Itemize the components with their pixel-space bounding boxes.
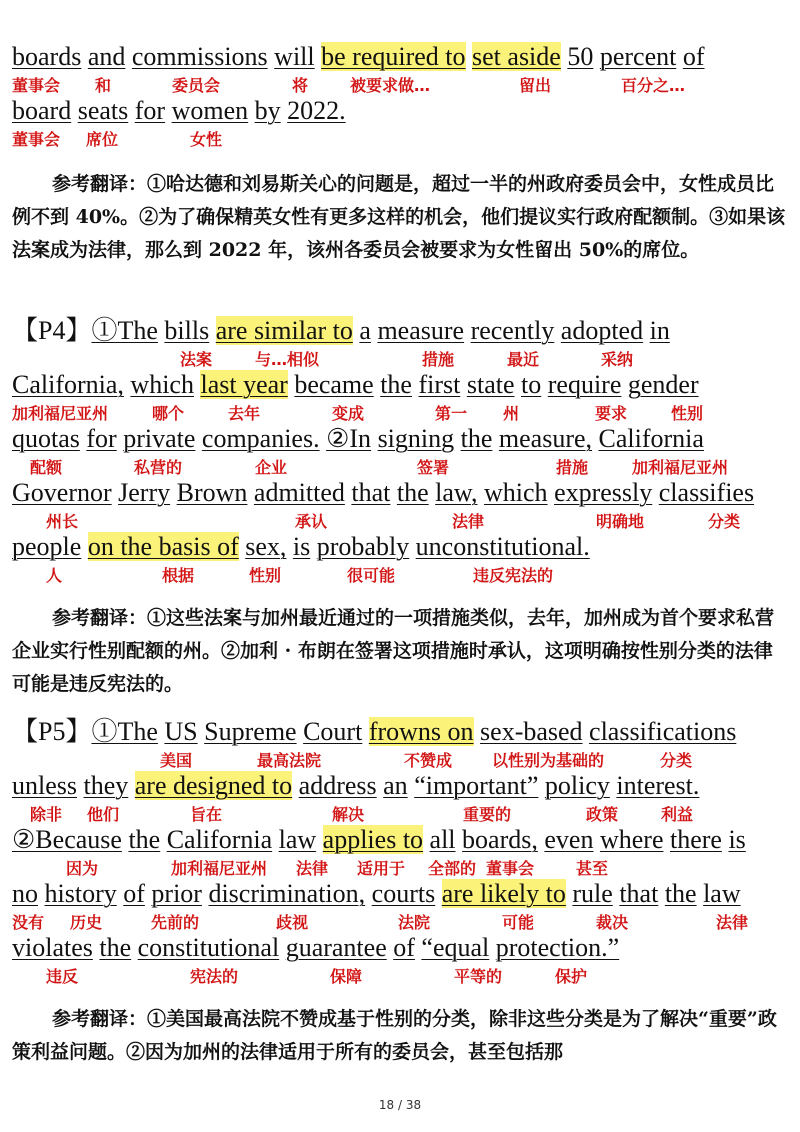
english-line	[12, 316, 792, 346]
gloss: 人	[46, 566, 63, 585]
word: rule	[572, 879, 613, 908]
word: and	[87, 42, 126, 71]
gloss: 宪法的	[190, 967, 239, 986]
gloss: 法案	[180, 350, 213, 369]
highlighted-phrase: set aside	[472, 42, 561, 71]
english-line	[12, 771, 792, 801]
gloss: 留出	[519, 76, 552, 95]
word: quotas	[12, 424, 80, 453]
english-line	[12, 96, 792, 126]
gloss: 董事会	[12, 130, 61, 149]
gloss: 企业	[255, 458, 288, 477]
word: ②In	[326, 424, 372, 453]
word: of	[393, 933, 415, 962]
gloss: 加利福尼亚州	[632, 458, 729, 477]
word: people	[12, 532, 82, 561]
page-separator: /	[397, 1098, 403, 1112]
gloss: 州长	[46, 512, 79, 531]
word: the	[99, 933, 132, 962]
word: for	[134, 96, 166, 125]
english-line	[12, 424, 792, 454]
english-line	[12, 717, 792, 747]
gloss: 分类	[660, 751, 693, 770]
word: unconstitutional.	[415, 532, 590, 561]
word: they	[83, 771, 129, 800]
gloss: 旨在	[190, 805, 223, 824]
gloss: 他们	[87, 805, 120, 824]
word: an	[383, 771, 408, 800]
total-pages: 38	[405, 1098, 422, 1112]
word: Jerry	[118, 478, 171, 507]
word: constitutional	[137, 933, 280, 962]
current-page: 18	[378, 1098, 395, 1112]
word: discrimination,	[208, 879, 366, 908]
paragraph-marker: 【P5】	[12, 717, 92, 746]
highlighted-phrase: last year	[200, 370, 288, 399]
gloss: 分类	[708, 512, 741, 531]
gloss: 历史	[70, 913, 103, 932]
gloss: 采纳	[601, 350, 634, 369]
word: which	[130, 370, 194, 399]
word: require	[547, 370, 622, 399]
word: that	[351, 478, 391, 507]
word: classifications	[589, 717, 737, 746]
highlighted-phrase: frowns on	[368, 717, 474, 746]
paragraph-marker: 【P4】	[12, 316, 92, 345]
word: California	[166, 825, 273, 854]
gloss: 适用于	[357, 859, 406, 878]
word: classifies	[658, 478, 755, 507]
gloss: 去年	[228, 404, 261, 423]
word: ②Because	[12, 825, 122, 854]
gloss: 加利福尼亚州	[171, 859, 268, 878]
word: Court	[303, 717, 363, 746]
word: commissions	[131, 42, 268, 71]
page-number	[0, 1098, 800, 1112]
word: “equal	[421, 933, 490, 962]
english-line	[12, 933, 792, 963]
english-line	[12, 532, 792, 562]
gloss: 措施	[422, 350, 455, 369]
word: by	[254, 96, 281, 125]
gloss: 承认	[295, 512, 328, 531]
gloss: 要求	[595, 404, 628, 423]
gloss: 不赞成	[404, 751, 453, 770]
gloss: 变成	[332, 404, 365, 423]
english-line	[12, 825, 792, 855]
word: ①The	[91, 717, 158, 746]
word: ①The	[91, 316, 158, 345]
word: the	[396, 478, 429, 507]
word: policy	[544, 771, 610, 800]
gloss: 政策	[586, 805, 619, 824]
word: signing	[377, 424, 455, 453]
gloss: 甚至	[576, 859, 609, 878]
word: which	[484, 478, 548, 507]
word: adopted	[560, 316, 644, 345]
word: seats	[77, 96, 129, 125]
gloss: 性别	[249, 566, 282, 585]
highlighted-phrase: be required to	[321, 42, 466, 71]
word: boards,	[462, 825, 538, 854]
highlighted-phrase: are designed to	[134, 771, 293, 800]
word: private	[123, 424, 196, 453]
gloss: 法院	[398, 913, 431, 932]
word: bills	[164, 316, 210, 345]
gloss: 私营的	[134, 458, 183, 477]
word: probably	[316, 532, 410, 561]
word: violates	[12, 933, 93, 962]
word: women	[171, 96, 249, 125]
gloss: 违反宪法的	[473, 566, 554, 585]
word: sex,	[245, 532, 287, 561]
highlighted-phrase: are likely to	[441, 879, 566, 908]
word: prior	[151, 879, 202, 908]
word: the	[128, 825, 161, 854]
gloss: 董事会	[12, 76, 61, 95]
word: sex-based	[480, 717, 583, 746]
gloss: 利益	[661, 805, 694, 824]
word: protection.”	[495, 933, 620, 962]
word: history	[44, 879, 117, 908]
word: the	[380, 370, 412, 399]
gloss: 百分之…	[621, 76, 686, 95]
reference-translation: 参考翻译：①这些法案与加州最近通过的一项措施类似，去年，加州成为首个要求私营企业实行性别配额的州。②加利 · 布朗在签署这项措施时承认，这项明确按性别分类的法律可能是违反宪法的。	[12, 607, 775, 695]
word: law,	[435, 478, 478, 507]
gloss: 先前的	[151, 913, 200, 932]
gloss: 可能	[502, 913, 535, 932]
english-line	[12, 879, 792, 909]
word: is	[728, 825, 746, 854]
gloss: 措施	[556, 458, 589, 477]
gloss: 签署	[417, 458, 450, 477]
gloss: 最高法院	[257, 751, 322, 770]
word: the	[460, 424, 493, 453]
gloss: 法律	[716, 913, 749, 932]
word: gender	[627, 370, 699, 399]
gloss: 没有	[12, 913, 45, 932]
gloss: 除非	[30, 805, 63, 824]
highlighted-phrase: applies to	[322, 825, 424, 854]
gloss: 与…相似	[255, 350, 320, 369]
word: interest.	[616, 771, 700, 800]
word: no	[12, 879, 38, 908]
english-line	[12, 478, 792, 508]
gloss: 性别	[671, 404, 704, 423]
word: of	[123, 879, 145, 908]
gloss: 女性	[190, 130, 223, 149]
gloss: 美国	[160, 751, 193, 770]
word: address	[298, 771, 377, 800]
word: all	[429, 825, 456, 854]
gloss: 和	[95, 76, 112, 95]
gloss: 明确地	[596, 512, 645, 531]
word: law	[703, 879, 741, 908]
gloss: 州	[503, 404, 520, 423]
word: recently	[470, 316, 555, 345]
word: to	[521, 370, 542, 399]
word: courts	[371, 879, 436, 908]
word: where	[599, 825, 664, 854]
word: 50	[567, 42, 594, 71]
word: that	[619, 879, 659, 908]
word: in	[649, 316, 670, 345]
word: California,	[12, 370, 124, 399]
gloss: 解决	[332, 805, 365, 824]
gloss: 重要的	[463, 805, 512, 824]
word: guarantee	[285, 933, 387, 962]
gloss: 第一	[435, 404, 468, 423]
gloss: 哪个	[152, 404, 185, 423]
reference-translation: 参考翻译：①美国最高法院不赞成基于性别的分类，除非这些分类是为了解决“重要”政策利益问题。②因为加州的法律适用于所有的委员会，甚至包括那	[12, 1008, 777, 1063]
word: percent	[599, 42, 677, 71]
word: for	[86, 424, 117, 453]
word: became	[294, 370, 374, 399]
gloss: 以性别为基础的	[492, 751, 605, 770]
gloss: 保护	[555, 967, 588, 986]
word: Supreme	[204, 717, 297, 746]
word: “important”	[414, 771, 539, 800]
word: measure,	[498, 424, 593, 453]
word: there	[669, 825, 722, 854]
gloss: 将	[292, 76, 309, 95]
word: Brown	[176, 478, 248, 507]
gloss: 配额	[30, 458, 63, 477]
gloss: 因为	[66, 859, 99, 878]
gloss: 全部的	[428, 859, 477, 878]
gloss: 法律	[296, 859, 329, 878]
word: a	[359, 316, 371, 345]
word: will	[274, 42, 315, 71]
gloss: 根据	[162, 566, 195, 585]
gloss: 席位	[86, 130, 119, 149]
word: state	[466, 370, 515, 399]
word: law	[278, 825, 317, 854]
word: California	[598, 424, 704, 453]
word: the	[664, 879, 697, 908]
gloss: 董事会	[486, 859, 535, 878]
word: board	[12, 96, 72, 125]
gloss: 裁决	[596, 913, 629, 932]
word: of	[682, 42, 705, 71]
word: expressly	[554, 478, 653, 507]
gloss: 被要求做…	[350, 76, 431, 95]
gloss: 违反	[46, 967, 79, 986]
gloss: 很可能	[347, 566, 396, 585]
word: 2022.	[287, 96, 346, 125]
word: companies.	[201, 424, 320, 453]
word: measure	[377, 316, 465, 345]
gloss: 委员会	[172, 76, 221, 95]
word: US	[164, 717, 198, 746]
word: is	[292, 532, 311, 561]
highlighted-phrase: are similar to	[215, 316, 353, 345]
gloss: 最近	[507, 350, 540, 369]
english-line	[12, 370, 792, 400]
gloss: 法律	[452, 512, 485, 531]
word: unless	[12, 771, 77, 800]
word: boards	[12, 42, 82, 71]
word: admitted	[253, 478, 345, 507]
word: Governor	[12, 478, 112, 507]
highlighted-phrase: on the basis of	[87, 532, 239, 561]
gloss: 歧视	[276, 913, 309, 932]
reference-translation: 参考翻译：①哈达德和刘易斯关心的问题是，超过一半的州政府委员会中，女性成员比例不到 40%。②为了确保精英女性有更多这样的机会，他们提议实行政府配额制。③如果该法案成为法律，那么到 2022 年，该州各委员会被要求为女性留出 50%的席位。	[12, 173, 786, 261]
english-line	[12, 42, 792, 72]
gloss: 平等的	[454, 967, 503, 986]
word: first	[418, 370, 461, 399]
gloss: 加利福尼亚州	[12, 404, 109, 423]
word: even	[544, 825, 594, 854]
gloss: 保障	[330, 967, 363, 986]
